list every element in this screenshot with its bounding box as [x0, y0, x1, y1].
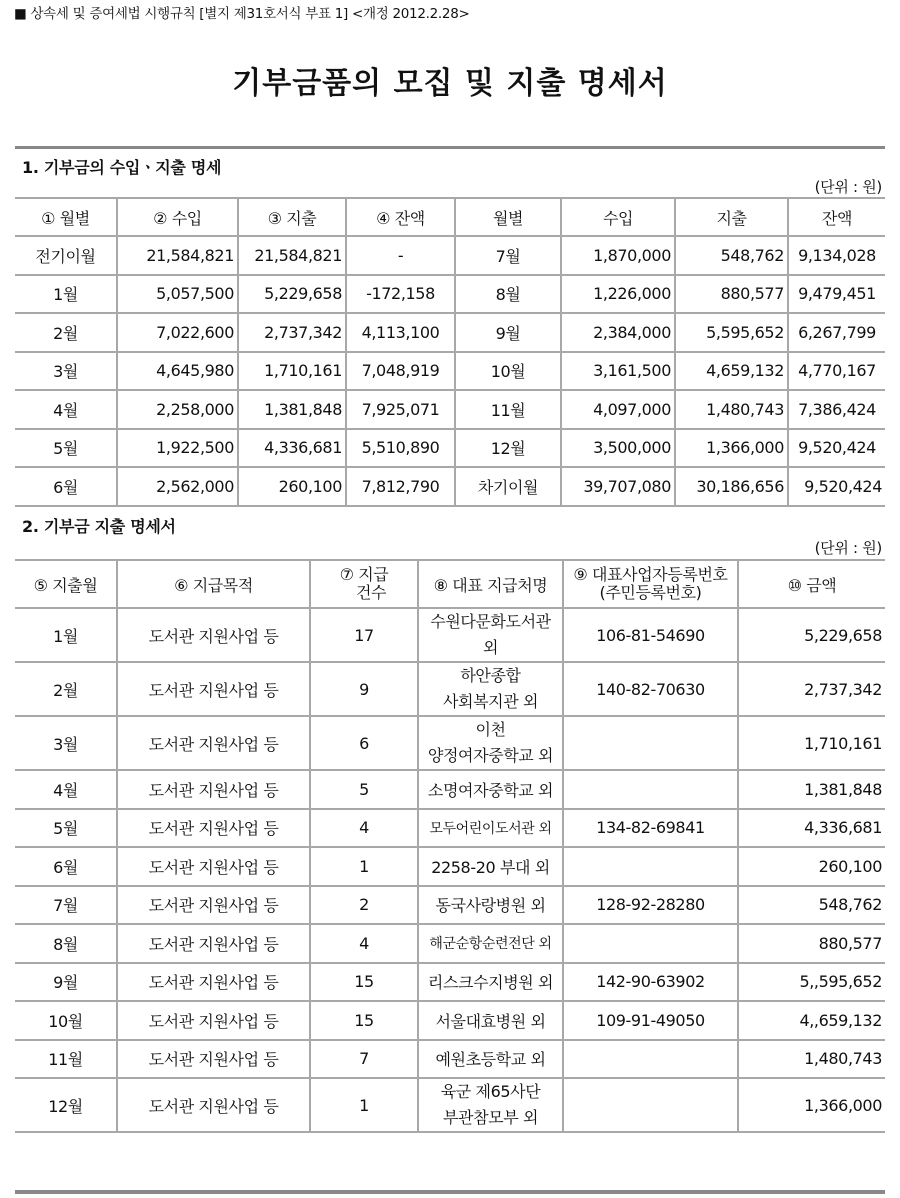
regno-cell: 140-82-70630: [563, 662, 738, 716]
month-cell: 3월: [15, 716, 117, 770]
balance-cell: 7,048,919: [346, 352, 455, 391]
header-expense-2: 지출: [675, 198, 788, 236]
section1-unit: (단위 : 원): [814, 178, 882, 196]
payee-cell: 동국사랑병원 외: [418, 886, 563, 925]
balance-cell-2: 4,770,167: [788, 352, 885, 391]
table-row: [15, 1078, 885, 1132]
month-cell: 3월: [15, 352, 117, 391]
regno-cell: 142-90-63902: [563, 963, 738, 1002]
purpose-cell: 도서관 지원사업 등: [117, 1001, 310, 1040]
count-cell: 2: [310, 886, 418, 925]
count-cell: 5: [310, 770, 418, 809]
count-cell: 1: [310, 1078, 418, 1132]
table-row: [15, 662, 885, 716]
payee-cell: 소명여자중학교 외: [418, 770, 563, 809]
header-balance: ④ 잔액: [346, 198, 455, 236]
payee-line2: 양정여자중학교 외: [427, 746, 554, 765]
expense-cell: 1,710,161: [238, 352, 346, 391]
amount-cell: 1,381,848: [738, 770, 885, 809]
expense-cell-2: 5,595,652: [675, 313, 788, 352]
header-regno-line2: (주민등록번호): [599, 583, 702, 602]
month-cell: 4월: [15, 770, 117, 809]
purpose-cell: 도서관 지원사업 등: [117, 847, 310, 886]
month-cell: 5월: [15, 429, 117, 468]
income-cell: 21,584,821: [117, 236, 238, 275]
table-header-row: [15, 560, 885, 608]
header-count-line1: ⑦ 지급: [339, 565, 389, 584]
purpose-cell: 도서관 지원사업 등: [117, 924, 310, 963]
month-cell: 9월: [15, 963, 117, 1002]
count-cell: 15: [310, 963, 418, 1002]
header-month: ① 월별: [15, 198, 117, 236]
header-purpose: ⑥ 지급목적: [117, 560, 310, 608]
regno-cell: 128-92-28280: [563, 886, 738, 925]
count-cell: 4: [310, 924, 418, 963]
section1-title: 1. 기부금의 수입ㆍ지출 명세: [22, 158, 222, 177]
month-cell: 10월: [15, 1001, 117, 1040]
amount-cell: 5,229,658: [738, 608, 885, 662]
payee-line1: 이천: [475, 720, 506, 739]
month-cell: 12월: [15, 1078, 117, 1132]
header-income-2: 수입: [561, 198, 675, 236]
regno-cell: [563, 770, 738, 809]
purpose-cell: 도서관 지원사업 등: [117, 1040, 310, 1079]
bottom-divider: [15, 1190, 885, 1194]
month-cell: 2월: [15, 313, 117, 352]
balance-cell-2: 9,134,028: [788, 236, 885, 275]
header-expense-month: ⑤ 지출월: [15, 560, 117, 608]
month-cell-2: 차기이월: [455, 467, 561, 506]
month-cell-2: 7월: [455, 236, 561, 275]
header-month-2: 월별: [455, 198, 561, 236]
form-reference: ■ 상속세 및 증여세법 시행규칙 [별지 제31호서식 부표 1] <개정 2012.2.28>: [14, 6, 470, 22]
count-cell: 1: [310, 847, 418, 886]
payee-cell: 서울대효병원 외: [418, 1001, 563, 1040]
amount-cell: 548,762: [738, 886, 885, 925]
month-cell-2: 12월: [455, 429, 561, 468]
purpose-cell: 도서관 지원사업 등: [117, 608, 310, 662]
header-payee: ⑧ 대표 지급처명: [418, 560, 563, 608]
table-row: [15, 1040, 885, 1079]
table-row: [15, 275, 885, 314]
month-cell-2: 9월: [455, 313, 561, 352]
balance-cell: 4,113,100: [346, 313, 455, 352]
month-cell: 2월: [15, 662, 117, 716]
income-cell-2: 39,707,080: [561, 467, 675, 506]
amount-cell: 880,577: [738, 924, 885, 963]
table-row: [15, 390, 885, 429]
month-cell: 8월: [15, 924, 117, 963]
expense-cell: 1,381,848: [238, 390, 346, 429]
table-header-row: [15, 198, 885, 236]
income-cell-2: 1,226,000: [561, 275, 675, 314]
payee-line2: 외: [482, 638, 499, 657]
payee-line1: 육군 제65사단: [440, 1082, 541, 1101]
expense-cell-2: 30,186,656: [675, 467, 788, 506]
header-income: ② 수입: [117, 198, 238, 236]
table-row: [15, 608, 885, 662]
count-cell: 7: [310, 1040, 418, 1079]
month-cell: 전기이월: [15, 236, 117, 275]
amount-cell: 5,,595,652: [738, 963, 885, 1002]
regno-cell: [563, 847, 738, 886]
table-row: [15, 770, 885, 809]
amount-cell: 4,,659,132: [738, 1001, 885, 1040]
month-cell: 1월: [15, 608, 117, 662]
header-regno-line1: ⑨ 대표사업자등록번호: [573, 565, 728, 584]
income-cell: 5,057,500: [117, 275, 238, 314]
income-cell-2: 3,161,500: [561, 352, 675, 391]
expense-cell: 4,336,681: [238, 429, 346, 468]
expense-cell-2: 880,577: [675, 275, 788, 314]
income-cell-2: 3,500,000: [561, 429, 675, 468]
month-cell-2: 8월: [455, 275, 561, 314]
expense-cell: 2,737,342: [238, 313, 346, 352]
month-cell: 1월: [15, 275, 117, 314]
amount-cell: 1,480,743: [738, 1040, 885, 1079]
purpose-cell: 도서관 지원사업 등: [117, 770, 310, 809]
purpose-cell: 도서관 지원사업 등: [117, 963, 310, 1002]
table-row: [15, 467, 885, 506]
month-cell: 6월: [15, 847, 117, 886]
amount-cell: 4,336,681: [738, 809, 885, 848]
payee-line2: 부관참모부 외: [442, 1108, 539, 1127]
month-cell: 4월: [15, 390, 117, 429]
month-cell-2: 10월: [455, 352, 561, 391]
income-cell-2: 1,870,000: [561, 236, 675, 275]
income-cell: 2,258,000: [117, 390, 238, 429]
income-cell: 1,922,500: [117, 429, 238, 468]
month-cell: 7월: [15, 886, 117, 925]
amount-cell: 260,100: [738, 847, 885, 886]
table-row: [15, 716, 885, 770]
expense-cell-2: 4,659,132: [675, 352, 788, 391]
income-cell: 2,562,000: [117, 467, 238, 506]
count-cell: 15: [310, 1001, 418, 1040]
balance-cell: -172,158: [346, 275, 455, 314]
regno-cell: [563, 1078, 738, 1132]
table-row: [15, 924, 885, 963]
section2-title: 2. 기부금 지출 명세서: [22, 517, 176, 536]
payee-cell: 모두어린이도서관 외: [418, 809, 563, 848]
payee-cell: 리스크수지병원 외: [418, 963, 563, 1002]
amount-cell: 2,737,342: [738, 662, 885, 716]
regno-cell: 134-82-69841: [563, 809, 738, 848]
regno-cell: [563, 1040, 738, 1079]
table-row: [15, 963, 885, 1002]
regno-cell: [563, 924, 738, 963]
header-balance-2: 잔액: [788, 198, 885, 236]
table-row: [15, 847, 885, 886]
payee-cell: [418, 662, 563, 716]
purpose-cell: 도서관 지원사업 등: [117, 809, 310, 848]
header-amount: ⑩ 금액: [738, 560, 885, 608]
header-count: [310, 560, 418, 608]
table-row: [15, 1001, 885, 1040]
payee-line1: 수원다문화도서관: [430, 612, 551, 631]
balance-cell-2: 7,386,424: [788, 390, 885, 429]
income-expense-table: [15, 197, 885, 507]
expense-cell-2: 1,366,000: [675, 429, 788, 468]
table-row: [15, 809, 885, 848]
regno-cell: [563, 716, 738, 770]
balance-cell-2: 6,267,799: [788, 313, 885, 352]
top-divider: [15, 146, 885, 149]
income-cell: 7,022,600: [117, 313, 238, 352]
payee-cell: 2258-20 부대 외: [418, 847, 563, 886]
month-cell: 6월: [15, 467, 117, 506]
table-row: [15, 352, 885, 391]
income-cell: 4,645,980: [117, 352, 238, 391]
expense-cell: 21,584,821: [238, 236, 346, 275]
amount-cell: 1,366,000: [738, 1078, 885, 1132]
payee-cell: 예원초등학교 외: [418, 1040, 563, 1079]
payee-line2: 사회복지관 외: [442, 692, 539, 711]
count-cell: 4: [310, 809, 418, 848]
balance-cell-2: 9,479,451: [788, 275, 885, 314]
income-cell-2: 4,097,000: [561, 390, 675, 429]
purpose-cell: 도서관 지원사업 등: [117, 662, 310, 716]
regno-cell: 109-91-49050: [563, 1001, 738, 1040]
expenditure-detail-table: [15, 559, 885, 1133]
table-row: [15, 429, 885, 468]
table-row: [15, 236, 885, 275]
table-row: [15, 313, 885, 352]
payee-cell: [418, 716, 563, 770]
month-cell: 11월: [15, 1040, 117, 1079]
expense-cell-2: 1,480,743: [675, 390, 788, 429]
purpose-cell: 도서관 지원사업 등: [117, 886, 310, 925]
amount-cell: 1,710,161: [738, 716, 885, 770]
header-count-line2: 건수: [355, 583, 387, 602]
balance-cell: 7,925,071: [346, 390, 455, 429]
payee-cell: [418, 608, 563, 662]
payee-line1: 하안종합: [460, 666, 521, 685]
regno-cell: 106-81-54690: [563, 608, 738, 662]
section2-unit: (단위 : 원): [814, 539, 882, 557]
count-cell: 9: [310, 662, 418, 716]
month-cell: 5월: [15, 809, 117, 848]
header-expense: ③ 지출: [238, 198, 346, 236]
expense-cell: 260,100: [238, 467, 346, 506]
header-registration-number: [563, 560, 738, 608]
purpose-cell: 도서관 지원사업 등: [117, 1078, 310, 1132]
payee-cell: [418, 1078, 563, 1132]
purpose-cell: 도서관 지원사업 등: [117, 716, 310, 770]
balance-cell: 5,510,890: [346, 429, 455, 468]
expense-cell-2: 548,762: [675, 236, 788, 275]
balance-cell-2: 9,520,424: [788, 467, 885, 506]
payee-cell: 해군순항순련전단 외: [418, 924, 563, 963]
balance-cell: -: [346, 236, 455, 275]
month-cell-2: 11월: [455, 390, 561, 429]
count-cell: 17: [310, 608, 418, 662]
balance-cell-2: 9,520,424: [788, 429, 885, 468]
expense-cell: 5,229,658: [238, 275, 346, 314]
balance-cell: 7,812,790: [346, 467, 455, 506]
page-title: 기부금품의 모집 및 지출 명세서: [232, 66, 668, 101]
income-cell-2: 2,384,000: [561, 313, 675, 352]
count-cell: 6: [310, 716, 418, 770]
table-row: [15, 886, 885, 925]
